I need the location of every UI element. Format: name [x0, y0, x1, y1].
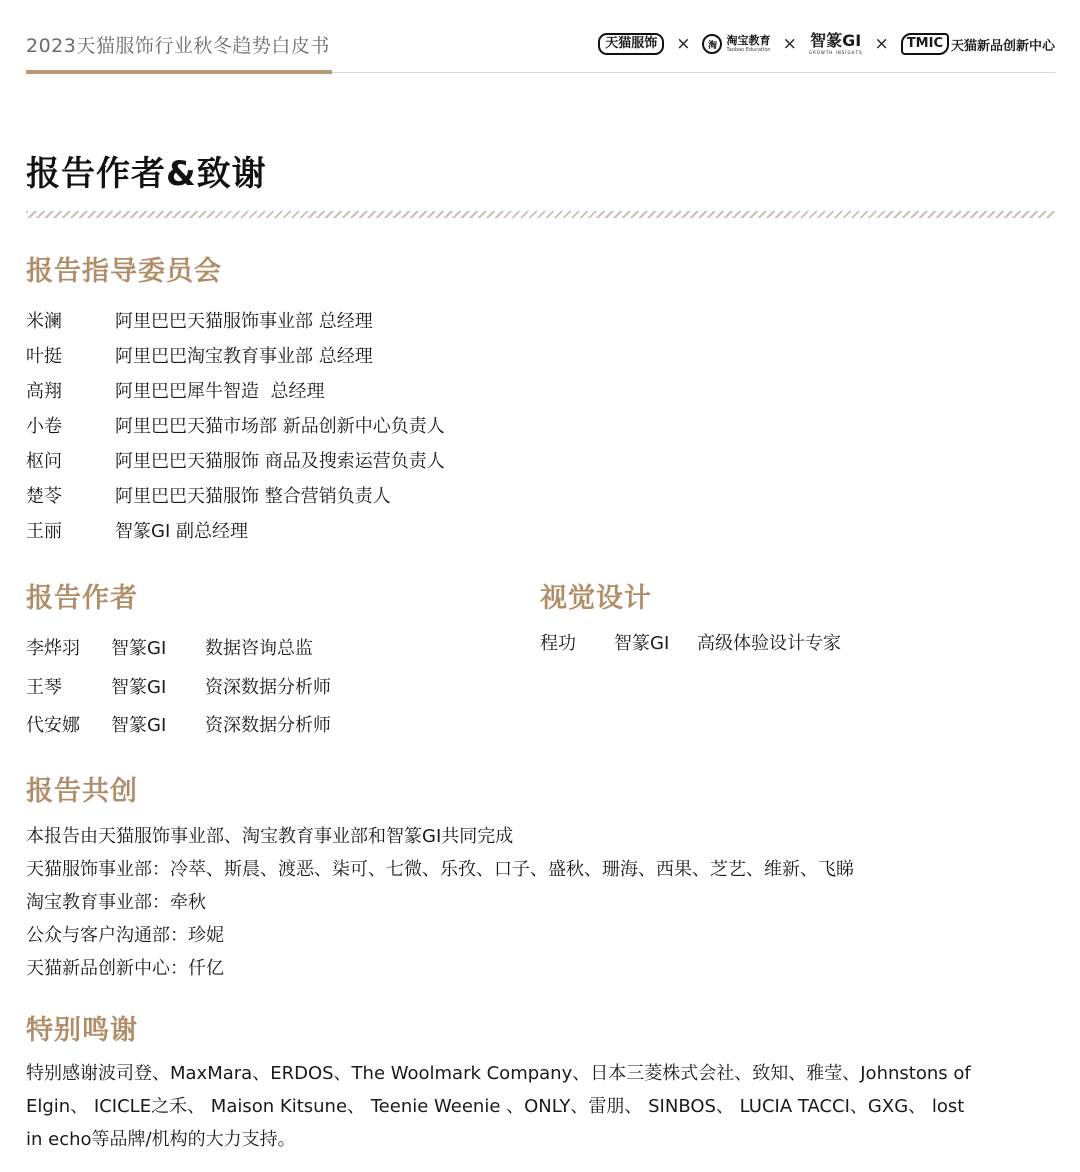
cocreate-line: 淘宝教育事业部：牵秋: [26, 892, 206, 913]
cross-icon: ×: [874, 34, 889, 54]
author-role: 数据咨询总监: [205, 638, 313, 659]
member-org: 智篆GI 副总经理: [115, 521, 248, 542]
zhizhuan-gi-logo-sub: GROWTH INSIGHTS: [808, 50, 863, 55]
designer-org: 智篆GI: [614, 633, 670, 654]
cocreate-line: 天猫服饰事业部：冷萃、斯晨、渡恶、柒可、七微、乐孜、口子、盛秋、珊海、西果、芝艺、维新、飞睇: [26, 859, 854, 880]
designer-role: 高级体验设计专家: [697, 633, 841, 654]
author-name: 王琴: [26, 677, 62, 698]
taobao-circle-icon: 淘: [702, 34, 722, 54]
zhizhuan-gi-logo-text: 智篆GI: [810, 31, 862, 50]
member-org: 阿里巴巴天猫市场部 新品创新中心负责人: [115, 416, 445, 437]
thanks-paragraph: 特别感谢波司登、MaxMara、ERDOS、The Woolmark Company、日本三菱株式会社、致知、雅莹、Johnstons of Elgin、 ICICLE之禾、 Maison Kitsune、 Teenie Weenie 、ONLY、雷朋、 SINBOS、 LUCIA TACCI、GXG、 lost in echo等品牌/机构的大力支持。: [26, 1063, 971, 1150]
tmall-fashion-logo-text: 天猫服饰: [598, 33, 664, 55]
author-role: 资深数据分析师: [205, 715, 331, 736]
taobao-education-logo-sub: Taobao Education: [726, 47, 771, 53]
author-org: 智篆GI: [111, 715, 167, 736]
page-title: 报告作者&致谢: [26, 154, 267, 194]
header-accent-bar: [26, 70, 332, 74]
member-name: 米澜: [26, 311, 62, 332]
member-name: 王丽: [26, 521, 62, 542]
committee-section-title: 报告指导委员会: [26, 256, 222, 287]
member-name: 高翔: [26, 381, 62, 402]
design-section-title: 视觉设计: [540, 583, 652, 614]
tmic-logo: [901, 33, 1055, 55]
member-name: 枢问: [26, 451, 62, 472]
author-name: 代安娜: [26, 715, 80, 736]
document-title: 2023天猫服饰行业秋冬趋势白皮书: [26, 35, 330, 57]
taobao-education-logo: [702, 34, 770, 54]
tmic-logo-box: TMIC: [901, 33, 949, 55]
hatched-divider: [26, 211, 1055, 218]
designer-name: 程功: [540, 633, 576, 654]
partner-logos: [598, 28, 1055, 60]
cocreate-line: 本报告由天猫服饰事业部、淘宝教育事业部和智篆GI共同完成: [26, 826, 514, 847]
member-name: 楚苓: [26, 486, 62, 507]
taobao-education-logo-text: 淘宝教育: [726, 34, 771, 47]
member-name: 叶挺: [26, 346, 62, 367]
cross-icon: ×: [782, 34, 797, 54]
author-role: 资深数据分析师: [205, 677, 331, 698]
tmall-fashion-logo: [598, 33, 664, 55]
authors-section-title: 报告作者: [26, 583, 138, 614]
zhizhuan-gi-logo: [809, 32, 863, 56]
author-name: 李烨羽: [26, 638, 80, 659]
member-org: 阿里巴巴天猫服饰 商品及搜索运营负责人: [115, 451, 445, 472]
page-header: [26, 0, 1055, 74]
tmic-logo-text: 天猫新品创新中心: [950, 38, 1055, 54]
member-org: 阿里巴巴天猫服饰 整合营销负责人: [115, 486, 391, 507]
member-org: 阿里巴巴淘宝教育事业部 总经理: [115, 346, 373, 367]
cocreate-line: 天猫新品创新中心：仟亿: [26, 958, 224, 979]
author-org: 智篆GI: [111, 677, 167, 698]
member-org: 阿里巴巴犀牛智造 总经理: [115, 381, 325, 402]
cross-icon: ×: [676, 34, 691, 54]
cocreate-section-title: 报告共创: [26, 776, 138, 807]
cocreate-line: 公众与客户沟通部：珍妮: [26, 925, 224, 946]
thanks-section-title: 特别鸣谢: [26, 1015, 138, 1046]
member-name: 小卷: [26, 416, 62, 437]
member-org: 阿里巴巴天猫服饰事业部 总经理: [115, 311, 373, 332]
author-org: 智篆GI: [111, 638, 167, 659]
